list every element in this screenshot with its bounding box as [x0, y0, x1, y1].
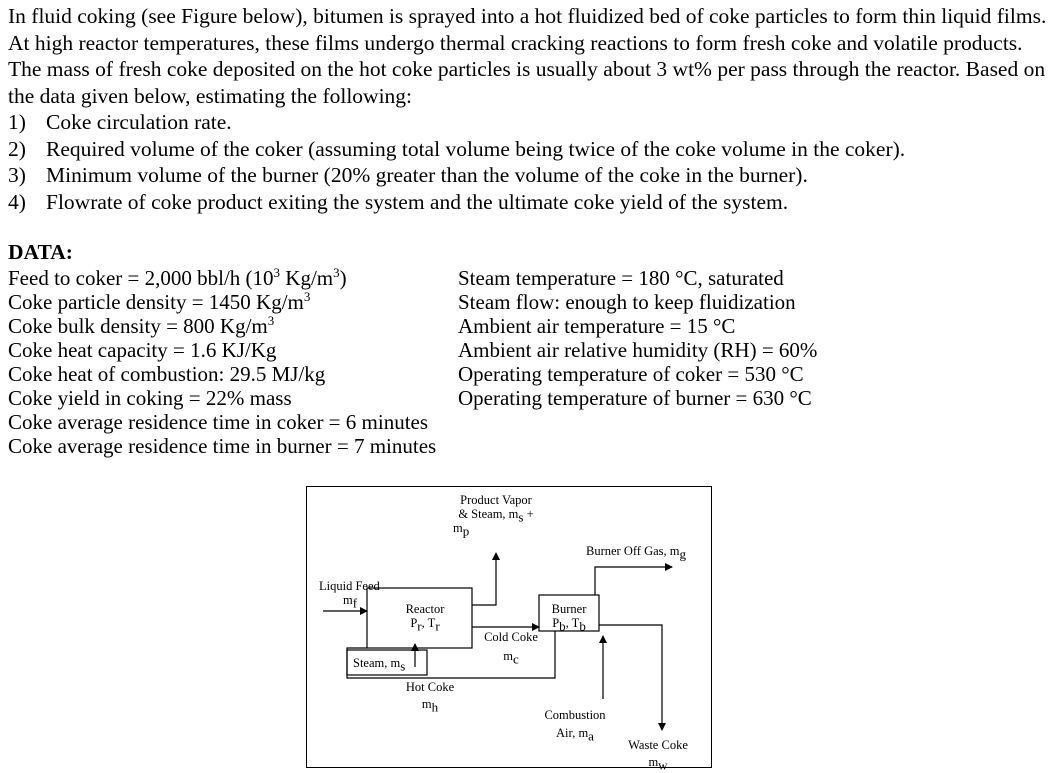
data-list-right: [458, 266, 817, 410]
data-heat-combustion: Coke heat of combustion: 29.5 MJ/kg: [8, 362, 326, 386]
data-steam-temp: Steam temperature = 180 °C, saturated: [458, 266, 784, 290]
off-gas-arrow: [595, 567, 672, 595]
data-coker-temp: Operating temperature of coker = 530 °C: [458, 362, 804, 386]
liquid-feed-label: Liquid Feed $m_f$: [319, 579, 380, 611]
product-vapor-arrow: [472, 553, 496, 605]
data-humidity: Ambient air relative humidity (RH) = 60%: [458, 338, 818, 362]
question-item: 1) Coke circulation rate.: [8, 110, 232, 134]
steam-label: Steam, $m_s$: [353, 656, 406, 674]
data-heat-capacity: Coke heat capacity = 1.6 KJ/Kg: [8, 338, 277, 362]
data-feed: Feed to coker = 2,000 bbl/h ($10^3$ $Kg/m^3$): [8, 265, 347, 290]
hot-coke-label: Hot Coke $m_h$: [405, 680, 455, 715]
data-residence-burner: Coke average residence time in burner = 7 minutes: [8, 434, 437, 458]
product-vapor-label: Product Vapor & Steam, $m_s$ + $m_p$: [453, 493, 534, 539]
data-residence-coker: Coke average residence time in coker = 6 minutes: [8, 410, 429, 434]
data-burner-temp: Operating temperature of burner = 630 °C: [458, 386, 812, 410]
data-coke-yield: Coke yield in coking = 22% mass: [8, 386, 292, 410]
data-bulk-density: Coke bulk density = 800 $Kg/m^3$: [8, 313, 275, 338]
question-item: 3) Minimum volume of the burner (20% greater than the volume of the coke in the burner).: [8, 163, 808, 187]
combustion-air-label: Combustion Air, $m_a$: [544, 708, 606, 744]
burner-off-gas-label: Burner Off Gas, $m_g$: [586, 544, 686, 562]
question-item: 2) Required volume of the coker (assuming total volume being twice of the coke volume in the coker).: [8, 136, 906, 161]
reactor-label: Reactor $P_r$, $T_r$: [405, 602, 445, 634]
question-item: 4) Flowrate of coke product exiting the system and the ultimate coke yield of the system.: [8, 189, 789, 214]
waste-coke-label: Waste Coke $m_w$: [628, 738, 688, 773]
data-heading: DATA:: [8, 240, 73, 264]
data-list-left: [8, 266, 436, 458]
problem-intro: In fluid coking (see Figure below), bitumen is sprayed into a hot fluidized bed of coke particles to form thin liquid films. At high reactor temperatures, these films undergo thermal cracking reactions to form fresh coke and volatile products. The mass of fresh coke deposited on the hot coke particles is usually about 3 wt% per pass through the reactor. Based on the data given below, estimating the following:: [8, 4, 1047, 108]
data-steam-flow: Steam flow: enough to keep fluidization: [458, 290, 796, 314]
cold-coke-label: Cold Coke $m_c$: [484, 630, 538, 667]
burner-label: Burner $P_b$, $T_b$: [551, 602, 587, 634]
process-flow-diagram: [306, 486, 712, 773]
data-ambient-temp: Ambient air temperature = 15 °C: [458, 314, 736, 338]
data-particle-density: Coke particle density = 1450 $Kg/m^3$: [8, 289, 311, 314]
question-list: [8, 109, 1058, 215]
